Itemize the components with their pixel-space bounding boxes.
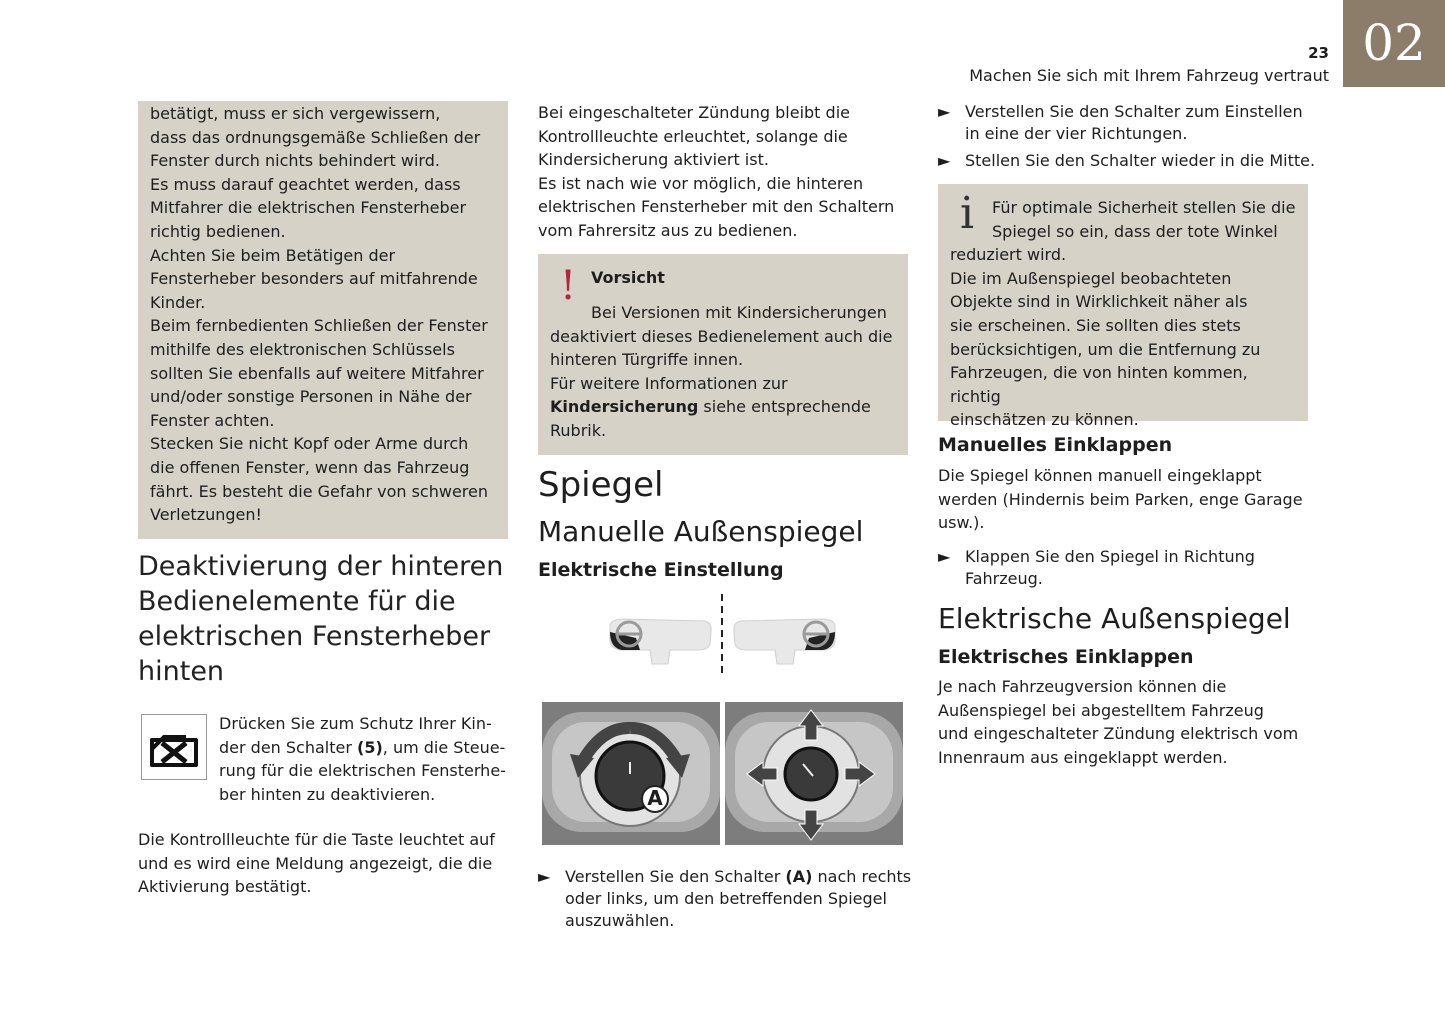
text-line: oder links, um den betreffenden Spiegel [565, 889, 887, 908]
text-line: Fensterheber besonders auf mitfahrende [150, 269, 478, 289]
caution-box [538, 254, 908, 455]
heading-line: elektrischen Fensterheber [138, 621, 491, 652]
text-line [550, 395, 900, 419]
text-line: mithilfe des elektronischen Schlüssels [150, 339, 455, 359]
mirror-selector-knob-photo [542, 702, 720, 845]
text-line: richtig bedienen. [150, 221, 286, 241]
mirror-adjust-knob-photo [725, 702, 903, 845]
text-line: und/oder sonstige Personen in Nähe der [150, 387, 472, 407]
text-line: Die Kontrollleuchte für die Taste leuchtet auf [138, 830, 495, 849]
manual-folding-text [938, 464, 1318, 535]
text-line: Fenster achten. [150, 410, 275, 430]
title-spiegel: Spiegel [538, 465, 664, 505]
text-line: Fahrzeug. [965, 569, 1043, 588]
keyword: Kindersicherung [550, 397, 699, 417]
intro-paragraph [538, 101, 908, 243]
text-line: berücksichtigen, um die Entfernung zu [950, 339, 1261, 359]
section-heading-deaktivierung [138, 549, 518, 689]
text-line: Achten Sie beim Betätigen der [150, 245, 396, 265]
info-box [938, 184, 1308, 430]
text-line: Objekte sind in Wirklichkeit näher als [950, 292, 1248, 312]
text-line: Für weitere Informationen zur [550, 373, 788, 393]
switch-ref: (A) [785, 867, 813, 886]
bullet-text [965, 101, 1303, 145]
mirror-illustration [600, 592, 845, 680]
text-line: Außenspiegel bei abgestelltem Fahrzeug [938, 700, 1264, 720]
running-header: Machen Sie sich mit Ihrem Fahrzeug vertraut [969, 66, 1329, 85]
text-line: Bei Versionen mit Kindersicherungen [591, 303, 887, 322]
text-line: Stecken Sie nicht Kopf oder Arme durch [150, 434, 469, 454]
caution-text [550, 301, 900, 443]
text-line: Beim fernbedienten Schließen der Fenster [150, 316, 488, 336]
text-line: reduziert wird. [950, 245, 1067, 265]
heading-elektrisches-einklappen: Elektrisches Einklappen [938, 646, 1194, 668]
text-line: werden (Hindernis beim Parken, enge Garage [938, 489, 1303, 509]
text-line: ber hinten zu deaktivieren. [219, 784, 436, 804]
text-span: der den Schalter [219, 737, 358, 757]
text-line: Verletzungen! [150, 505, 262, 525]
text-line: Kontrollleuchte erleuchtet, solange die [538, 126, 848, 146]
bullet-text [965, 546, 1255, 590]
bullet-item [938, 150, 1318, 172]
fold-mirror-bullet [938, 546, 1318, 590]
text-line: Innenraum aus eingeklappt werden. [938, 747, 1228, 767]
text-line: Spiegel so ein, dass der tote Winkel [992, 221, 1278, 241]
heading-line: Deaktivierung der hinteren [138, 551, 504, 582]
chapter-tab: 02 [1343, 0, 1445, 87]
caution-icon: ! [560, 263, 577, 309]
bullet-arrow-icon: ► [538, 867, 551, 886]
text-line: Drücken Sie zum Schutz Ihrer Kin- [219, 714, 492, 733]
electric-folding-text [938, 675, 1318, 769]
text-line: Für optimale Sicherheit stellen Sie die [992, 198, 1296, 217]
text-span: Verstellen Sie den Schalter [565, 867, 786, 886]
bullet-arrow-icon: ► [938, 547, 951, 566]
text-line: Rubrik. [550, 420, 607, 440]
text-line: und es wird eine Meldung angezeigt, die die [138, 853, 493, 873]
text-line: elektrischen Fensterheber mit den Schaltern [538, 197, 895, 217]
text-line: Es muss darauf geachtet werden, dass [150, 174, 461, 194]
child-lock-switch-icon [141, 714, 207, 780]
text-line: und eingeschalteter Zündung elektrisch vom [938, 724, 1299, 744]
bullet-item [938, 101, 1318, 145]
text-line: Stellen Sie den Schalter wieder in die Mitte. [965, 151, 1316, 170]
warning-text [150, 101, 508, 527]
indicator-paragraph [138, 828, 518, 899]
text-span: nach rechts [812, 867, 912, 886]
text-line: Bei eingeschalteter Zündung bleibt die [538, 103, 850, 122]
text-line: Fenster durch nichts behindert wird. [150, 151, 440, 171]
text-line: Je nach Fahrzeugversion können die [938, 677, 1227, 696]
text-line: dass das ordnungsgemäße Schließen der [150, 127, 481, 147]
text-line: Kindersicherung aktiviert ist. [538, 150, 769, 170]
text-line: Fahrzeugen, die von hinten kommen, richtig [950, 363, 1248, 406]
text-line: Klappen Sie den Spiegel in Richtung [965, 547, 1255, 566]
text-line: Es ist nach wie vor möglich, die hinteren [538, 173, 864, 193]
text-span: , um die Steue- [382, 737, 506, 757]
bullet-arrow-icon: ► [938, 151, 951, 170]
info-text [950, 196, 1300, 432]
adjust-bullets [938, 101, 1318, 177]
heading-manuelles-einklappen: Manuelles Einklappen [938, 434, 1173, 456]
text-line: deaktiviert dieses Bedienelement auch die [550, 326, 893, 346]
text-line: Kinder. [150, 292, 206, 312]
text-line: Aktivierung bestätigt. [138, 877, 312, 897]
switch-ref: (5) [357, 737, 383, 757]
heading-line: Bedienelemente für die [138, 586, 456, 617]
knob-label-a: A [647, 786, 663, 810]
text-line: einschätzen zu können. [950, 410, 1139, 430]
text-line: Verstellen Sie den Schalter zum Einstellen [965, 102, 1303, 121]
text-line [565, 866, 911, 888]
text-line: die offenen Fenster, wenn das Fahrzeug [150, 457, 470, 477]
caution-title: Vorsicht [591, 268, 665, 287]
text-line: usw.). [938, 513, 985, 533]
title-elektrische-aussenspiegel: Elektrische Außenspiegel [938, 602, 1291, 635]
text-line: sollten Sie ebenfalls auf weitere Mitfahrer [150, 363, 484, 383]
warning-box [138, 101, 508, 539]
text-line: Die im Außenspiegel beobachteten [950, 268, 1232, 288]
text-line [219, 736, 519, 760]
text-span: siehe entsprechende [698, 397, 871, 417]
text-line: Die Spiegel können manuell eingeklappt [938, 466, 1262, 485]
heading-line: hinten [138, 656, 225, 687]
info-icon: i [960, 188, 975, 239]
text-line: betätigt, muss er sich vergewissern, [150, 104, 441, 123]
text-line: rung für die elektrischen Fensterhe- [219, 761, 506, 781]
subheading-elektrische-einstellung: Elektrische Einstellung [538, 559, 784, 581]
bullet-text [965, 150, 1315, 172]
subtitle-manuelle-aussenspiegel: Manuelle Außenspiegel [538, 515, 864, 548]
child-lock-instructions [219, 712, 519, 806]
text-line: in eine der vier Richtungen. [965, 124, 1188, 143]
text-line: Mitfahrer die elektrischen Fensterheber [150, 198, 467, 218]
select-mirror-bullet [538, 866, 918, 932]
text-line: fährt. Es besteht die Gefahr von schweren [150, 481, 488, 501]
page-number: 23 [1308, 44, 1329, 62]
text-line: auszuwählen. [565, 911, 675, 930]
text-line: vom Fahrersitz aus zu bedienen. [538, 220, 798, 240]
text-line: hinteren Türgriffe innen. [550, 350, 744, 370]
bullet-text [565, 866, 911, 932]
bullet-arrow-icon: ► [938, 102, 951, 121]
text-line: sie erscheinen. Sie sollten dies stets [950, 315, 1241, 335]
